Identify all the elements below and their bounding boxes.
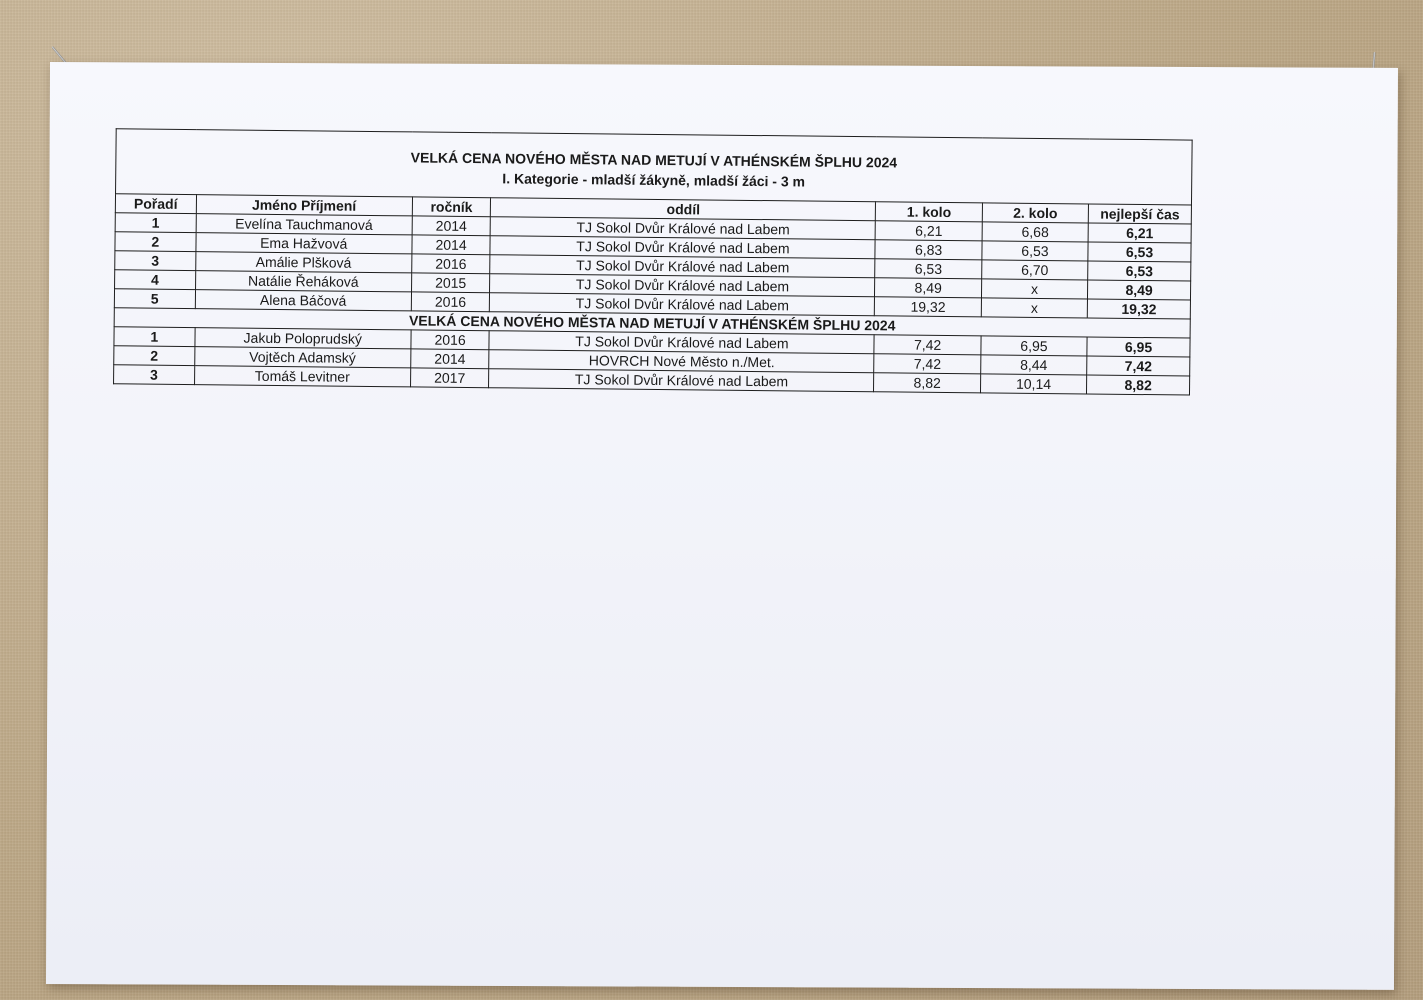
results-table <box>113 128 1193 395</box>
name-cell: Evelína Tauchmanová <box>196 214 412 235</box>
year-cell: 2016 <box>411 254 490 274</box>
rank-cell: 5 <box>114 289 195 309</box>
rank-cell: 1 <box>114 327 195 347</box>
club-cell: TJ Sokol Dvůr Králové nad Labem <box>489 369 874 392</box>
club-cell: HOVRCH Nové Město n./Met. <box>489 350 874 373</box>
year-cell: 2014 <box>410 349 489 369</box>
round2-cell: 6,53 <box>982 241 1089 261</box>
round1-cell: 8,82 <box>874 373 981 393</box>
best-cell: 6,21 <box>1088 223 1191 243</box>
round2-cell: 6,68 <box>982 222 1089 242</box>
year-cell: 2016 <box>411 292 490 312</box>
document-title: VELKÁ CENA NOVÉHO MĚSTA NAD METUJÍ V ATHÉNSKÉM ŠPLHU 2024 <box>410 149 898 171</box>
paper-sheet <box>46 62 1398 990</box>
name-cell: Tomáš Levitner <box>194 366 410 387</box>
rank-cell: 4 <box>115 270 196 290</box>
column-header-best: nejlepší čas <box>1088 204 1191 224</box>
round1-cell: 7,42 <box>874 335 981 355</box>
column-header-year: ročník <box>412 197 491 217</box>
column-header-rank: Pořadí <box>115 194 196 214</box>
round1-cell: 6,21 <box>876 221 983 241</box>
round2-cell: 6,95 <box>981 336 1088 356</box>
year-cell: 2014 <box>412 235 491 255</box>
best-cell: 8,49 <box>1088 280 1191 300</box>
name-cell: Alena Báčová <box>195 290 411 311</box>
column-header-round2: 2. kolo <box>982 203 1089 223</box>
club-cell: TJ Sokol Dvůr Králové nad Labem <box>490 274 875 297</box>
club-cell: TJ Sokol Dvůr Králové nad Labem <box>490 236 875 259</box>
rank-cell: 1 <box>115 213 196 233</box>
club-cell: TJ Sokol Dvůr Králové nad Labem <box>489 331 874 354</box>
round1-cell: 19,32 <box>875 297 982 317</box>
best-cell: 19,32 <box>1087 299 1190 319</box>
column-header-club: oddíl <box>491 198 876 221</box>
year-cell: 2014 <box>412 216 491 236</box>
document-subtitle: I. Kategorie - mladší žákyně, mladší žáci - 3 m <box>502 170 806 190</box>
club-cell: TJ Sokol Dvůr Králové nad Labem <box>490 255 875 278</box>
title-cell <box>116 129 1193 205</box>
round2-cell: 8,44 <box>980 355 1087 375</box>
year-cell: 2016 <box>411 330 490 350</box>
round2-cell: x <box>981 279 1088 299</box>
round2-cell: x <box>981 298 1088 318</box>
club-cell: TJ Sokol Dvůr Králové nad Labem <box>491 217 876 240</box>
rank-cell: 3 <box>114 365 195 385</box>
best-cell: 6,53 <box>1088 242 1191 262</box>
round2-cell: 10,14 <box>980 374 1087 394</box>
name-cell: Vojtěch Adamský <box>194 347 410 368</box>
best-cell: 6,53 <box>1088 261 1191 281</box>
best-cell: 8,82 <box>1087 375 1190 395</box>
round1-cell: 7,42 <box>874 354 981 374</box>
year-cell: 2017 <box>410 368 489 388</box>
club-cell: TJ Sokol Dvůr Králové nad Labem <box>490 293 875 316</box>
name-cell: Jakub Poloprudský <box>195 328 411 349</box>
best-cell: 6,95 <box>1087 337 1190 357</box>
column-header-round1: 1. kolo <box>876 202 983 222</box>
round1-cell: 6,83 <box>875 240 982 260</box>
name-cell: Amálie Plšková <box>195 252 411 273</box>
rank-cell: 2 <box>114 346 195 366</box>
column-header-name: Jméno Příjmení <box>196 195 412 216</box>
year-cell: 2015 <box>411 273 490 293</box>
round1-cell: 6,53 <box>875 259 982 279</box>
rank-cell: 2 <box>115 232 196 252</box>
section-title: VELKÁ CENA NOVÉHO MĚSTA NAD METUJÍ V ATHÉNSKÉM ŠPLHU 2024 <box>114 308 1190 338</box>
name-cell: Ema Hažvová <box>196 233 412 254</box>
round1-cell: 8,49 <box>875 278 982 298</box>
best-cell: 7,42 <box>1087 356 1190 376</box>
name-cell: Natálie Řeháková <box>195 271 411 292</box>
title-row <box>116 129 1193 205</box>
round2-cell: 6,70 <box>981 260 1088 280</box>
rank-cell: 3 <box>115 251 196 271</box>
